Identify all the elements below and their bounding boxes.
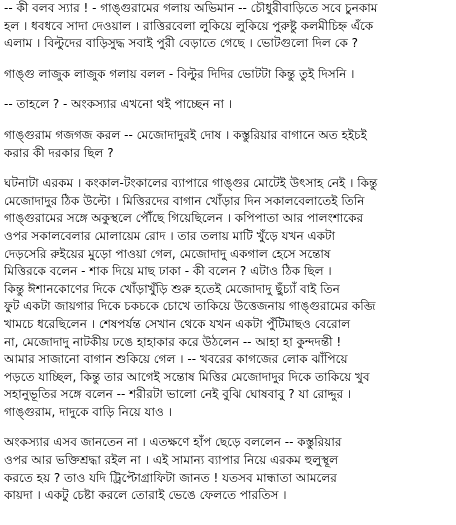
text-line: ঘটনাটা এরকম । কংকাল-টংকালের ব্যাপারে গাঙ্গুর মোটেই উৎসাহ নেই । কিন্তু	[4, 176, 378, 191]
paragraph-closing	[4, 434, 452, 504]
text-line: গাঙ্গুরাম, দাদুকে বাড়ি নিয়ে যাও ।	[4, 404, 172, 419]
text-line: মিত্তিরকে বলেন - শাক দিয়ে মাছ ঢাকা - কী বলেন ? এটাও ঠিক ছিল ।	[4, 264, 332, 279]
paragraph-dialogue-4	[4, 127, 452, 162]
text-line: করার কী দরকার ছিল ?	[4, 145, 114, 160]
paragraph-narrative	[4, 175, 452, 421]
paragraph-gap	[4, 114, 452, 127]
paragraph-gap	[4, 162, 452, 175]
text-line: এলাম । বিল্টুদের বাড়িসুদ্ধ সবাই পুরী বেড়াতে গেছে । ভোটগুলো দিল কে ?	[4, 36, 359, 51]
text-line: খামচে ধরেছিলেন । শেষপর্যন্ত সেখান থেকে যখন একটা পুঁটিমাছও বেরোল	[4, 316, 351, 331]
paragraph-dialogue-2	[4, 66, 452, 84]
paragraph-gap	[4, 53, 452, 66]
text-line: মেজোদাদুর ঠিক উল্টো । মিত্তিরদের বাগান খোঁড়ার দিন সকালবেলাতেই তিনি	[4, 193, 365, 208]
text-line: সহানুভূতির সঙ্গে বলেন -- শরীরটা ভালো নেই বুঝি ঘোষবাবু ? যা রোদ্দুর ।	[4, 387, 352, 402]
text-line: কিন্তু ঈশানকোণের দিকে খোঁড়াখুঁড়ি শুরু হতেই মেজোদাদু ছুঁচ্যাঁ বাই তিন	[4, 281, 340, 296]
paragraph-dialogue-1	[4, 0, 452, 53]
text-line: অংকস্যার এসব জানতেন না । এতক্ষণে হাঁপ ছেড়ে বললেন -- কস্তুরিয়ার	[4, 435, 342, 450]
paragraph-gap	[4, 421, 452, 434]
text-line: গাঙ্গু লাজুক লাজুক গলায় বলল - বিল্টুর দিদির ভোটটা কিন্তু তুই দিসনি ।	[4, 66, 355, 81]
text-line: গাঙ্গুরামের সঙ্গে অকুস্থলে পৌঁছে গিয়েছিলেন । কপিপাতা আর পালংশাকের	[4, 211, 364, 226]
text-line: -- তাহলে ? - অংকস্যার এখনো থই পাচ্ছেন না ।	[4, 97, 233, 112]
text-line: পড়তে যাচ্ছিল, কিন্তু তার আগেই সন্তোষ মিত্তির মেজোদাদুর দিকে তাকিয়ে খুব	[4, 369, 370, 384]
text-line: দেড়সেরি রুইয়ের মুড়ো পাওয়া গেল, মেজোদাদু একগাল হেসে সন্তোষ	[4, 246, 331, 261]
text-line: ওপর আর ভক্তিশ্রদ্ধা রইল না । এই সামান্য ব্যাপার নিয়ে এরকম হুলুস্থূল	[4, 453, 339, 468]
text-line: না, মেজোদাদু নাটকীয় ঢঙে হাহাকার করে উঠলেন -- আহা হা কুন্দদন্তী !	[4, 334, 342, 349]
paragraph-dialogue-3	[4, 96, 452, 114]
paragraph-gap	[4, 83, 452, 96]
text-line: -- কী বলব স্যার ! - গাঙ্গুরামের গলায় অভিমান -- চৌধুরীবাড়িতে সবে চুনকাম	[4, 1, 378, 15]
text-line: কায়দা । একটু চেষ্টা করলে তোরাই ভেঙে ফেলতে পারতিস ।	[4, 488, 287, 503]
text-line: ফুট একটা জায়গার দিকে চকচকে চোখে তাকিয়ে উত্তেজনায় গাঙ্গুরামের কব্জি	[4, 299, 376, 314]
text-line: আমার সাজানো বাগান শুকিয়ে গেল । -- খবরের কাগজের লোক ঝাঁপিয়ে	[4, 352, 348, 367]
text-line: করতে হয় ? তাও যদি ট্রিপ্টোগ্রাফিটা জানত ! যতসব মান্ধাতা আমলের	[4, 470, 337, 485]
text-line: হল । ধবধবে সাদা দেওয়াল । রাত্তিরবেলা লুকিয়ে লুকিয়ে পুরুষ্টু কলমীচিহ্ন এঁকে	[4, 18, 374, 33]
text-line: গাঙ্গুরাম গজগজ করল -- মেজোদাদুরই দোষ । কস্তুরিয়ার বাগানে অত হইচই	[4, 127, 367, 142]
text-line: ওপর সকালবেলার মোলায়েম রোদ । তার তলায় মাটি খুঁড়ে যখন একটা	[4, 228, 335, 243]
